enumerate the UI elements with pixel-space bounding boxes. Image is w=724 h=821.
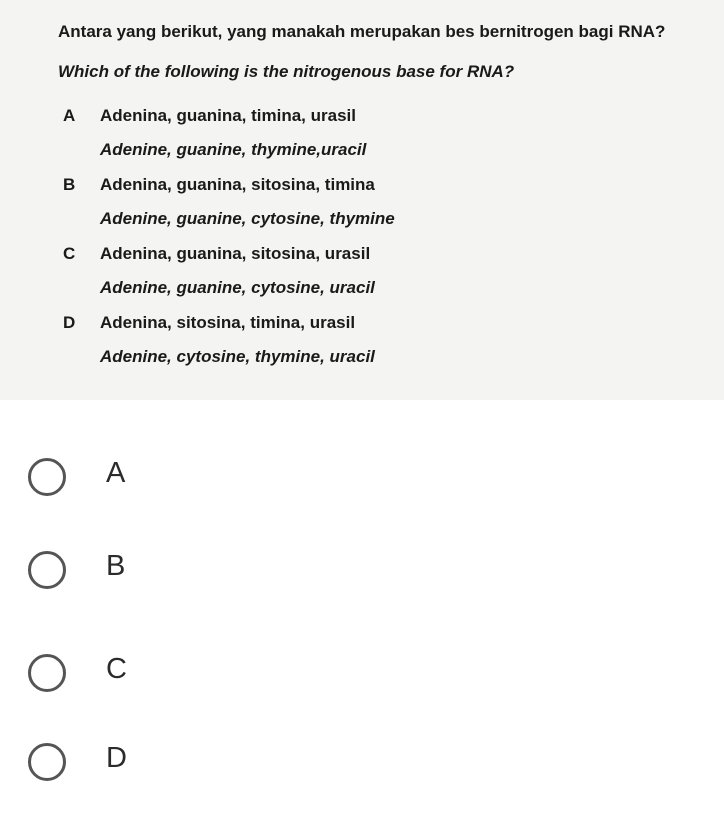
choice-label-d: D: [106, 742, 127, 774]
option-letter-c: C: [63, 244, 76, 263]
choice-label-a: A: [106, 457, 126, 489]
answer-choice-c[interactable]: [25, 651, 225, 711]
question-text-en: Which of the following is the nitrogenous base for RNA?: [58, 62, 515, 81]
answer-choice-b[interactable]: [25, 548, 225, 608]
option-c-text-en: Adenine, guanine, cytosine, uracil: [100, 278, 375, 297]
option-letter-b: B: [63, 175, 76, 194]
option-b-text-en: Adenine, guanine, cytosine, thymine: [100, 209, 395, 228]
option-d-text-en: Adenine, cytosine, thymine, uracil: [100, 347, 375, 366]
option-letter-d: D: [63, 313, 76, 332]
option-a-text-en: Adenine, guanine, thymine,uracil: [100, 140, 367, 159]
answer-choice-d[interactable]: [25, 740, 225, 800]
option-a-text-ms: Adenina, guanina, timina, urasil: [100, 106, 356, 125]
radio-button-d[interactable]: [28, 743, 66, 781]
option-b-text-ms: Adenina, guanina, sitosina, timina: [100, 175, 375, 194]
radio-button-b[interactable]: [28, 551, 66, 589]
radio-button-a[interactable]: [28, 458, 66, 496]
question-text-ms: Antara yang berikut, yang manakah merupakan bes bernitrogen bagi RNA?: [58, 22, 666, 41]
option-c-text-ms: Adenina, guanina, sitosina, urasil: [100, 244, 371, 263]
question-image: [0, 0, 724, 400]
radio-button-c[interactable]: [28, 654, 66, 692]
option-d-text-ms: Adenina, sitosina, timina, urasil: [100, 313, 356, 332]
answer-choice-a[interactable]: [25, 455, 225, 515]
choice-label-c: C: [106, 653, 127, 685]
option-letter-a: A: [63, 106, 76, 125]
choice-label-b: B: [106, 550, 126, 582]
